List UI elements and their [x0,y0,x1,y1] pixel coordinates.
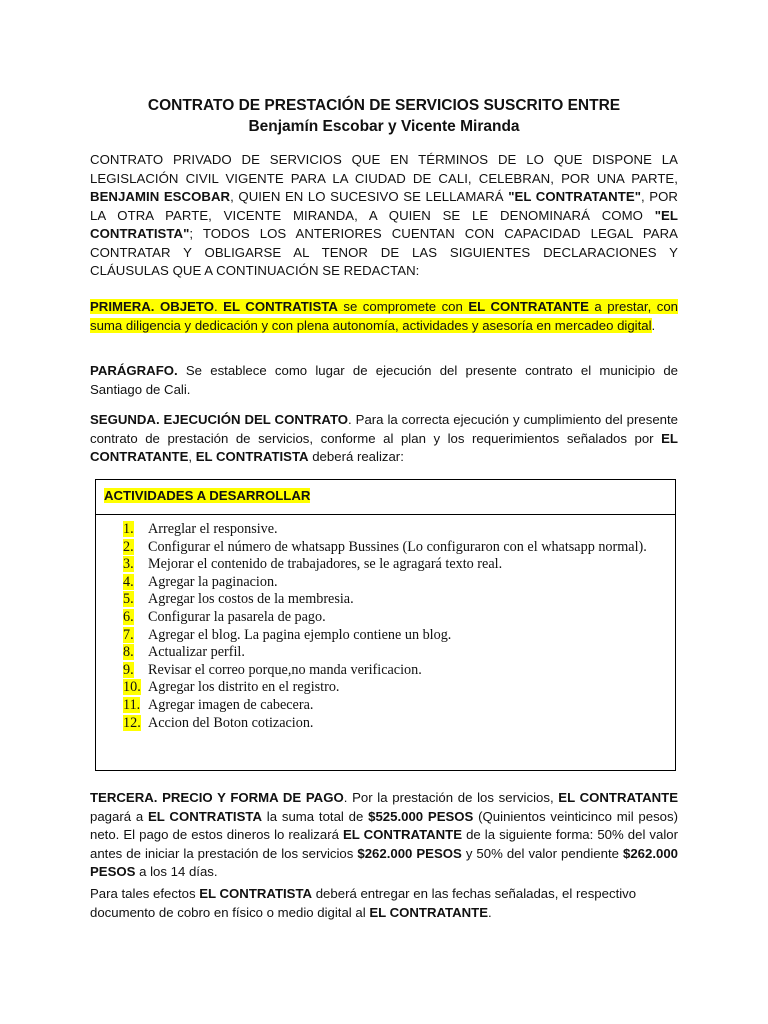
activities-table [95,479,676,771]
clause-paragrafo [90,362,678,399]
activity-item [123,715,669,733]
activity-number [123,627,148,645]
clause-tercera-text-3: la suma total de [261,808,369,824]
activity-number-label: 11. [123,696,141,713]
activity-item [123,679,669,697]
activity-number-label: 3. [123,556,134,573]
activity-text: Agregar los distrito en el registro. [148,679,340,696]
activity-number [123,644,148,662]
activity-item [123,627,669,645]
activity-text: Configurar el número de whatsapp Bussines (Lo configuraron con el whatsapp normal). [148,538,647,555]
activity-text: Configurar la pasarela de pago. [148,608,326,625]
activities-list [123,521,669,732]
clause-tercera-amount-second: $262.000 PESOS [90,845,678,879]
activity-text: Revisar el correo porque,no manda verificacion. [148,661,422,678]
activity-number-label: 2. [123,538,134,555]
clause-segunda-text-3: deberá realizar: [308,449,404,464]
clause-primera-sep: . [213,299,224,314]
activities-header-label: ACTIVIDADES A DESARROLLAR [104,488,311,503]
activity-number [123,539,148,557]
clause-tercera-amount-first: $262.000 PESOS [357,845,462,861]
title-line-1: CONTRATO DE PRESTACIÓN DE SERVICIOS SUSCRITO ENTRE [147,97,621,114]
intro-party-name: BENJAMIN ESCOBAR [90,189,231,204]
clause-tercera [90,789,678,882]
activity-number [123,556,148,574]
activity-number-label: 12. [123,714,141,731]
activity-text: Actualizar perfil. [148,644,245,661]
activity-number [123,574,148,592]
clause-primera-text-1: se compromete con [337,299,469,314]
clause-primera-subject: EL CONTRATISTA [223,299,338,314]
clause-paragrafo-heading: PARÁGRAFO. [90,363,178,378]
intro-text-1: CONTRATO PRIVADO DE SERVICIOS QUE EN TÉRMINOS DE LO QUE DISPONE LA LEGISLACIÓN CIVIL VIGENTE PARA LA CIUDAD DE CALI, CELEBRAN, POR UNA PARTE, [90,152,678,186]
activity-number-label: 6. [123,608,134,625]
activity-item [123,539,669,557]
clause-primera [90,298,678,335]
activity-number [123,609,148,627]
activity-text: Agregar la paginacion. [148,573,278,590]
activity-text: Accion del Boton cotizacion. [148,714,314,731]
clause-tercera-amount-total: $525.000 PESOS [368,808,474,824]
clause-segunda-bold-1: EL CONTRATANTE [90,430,678,464]
intro-text-4: ; TODOS LOS ANTERIORES CUENTAN CON CAPACIDAD LEGAL PARA CONTRATAR Y OBLIGARSE AL TENOR DE LAS SIGUIENTES DECLARACIONES Y CLÁUSULAS QUE A CONTINUACIÓN SE REDACTAN: [90,226,678,278]
activity-item [123,644,669,662]
clause-efectos-text-2: deberá entregar en las fechas señaladas, el respectivo documento de cobro en físico o medio digital al [90,886,637,920]
activity-number [123,715,148,733]
clause-primera-heading: PRIMERA. OBJETO [90,299,214,314]
clause-segunda-text-1: . Para la correcta ejecución y cumplimiento del presente contrato de prestación de servicios, conforme al plan y los requerimientos señalados por [90,412,678,446]
activity-text: Mejorar el contenido de trabajadores, se le agragará texto real. [148,556,503,573]
intro-role-contratante: "EL CONTRATANTE" [508,189,642,204]
activity-number-label: 7. [123,626,134,643]
clause-tercera-bold-2: EL CONTRATISTA [148,808,262,824]
clause-tercera-text-6: y 50% del valor pendiente [461,845,623,861]
activity-text: Agregar los costos de la membresia. [148,591,354,608]
clause-primera-end: . [651,317,656,333]
activity-number-label: 4. [123,573,134,590]
activity-number [123,662,148,680]
title-line-2: Benjamín Escobar y Vicente Miranda [248,118,520,135]
activity-number-label: 9. [123,661,134,678]
activity-item [123,662,669,680]
clause-segunda-text-2: , [188,449,196,464]
activity-number [123,679,148,697]
clause-tercera-heading: TERCERA. PRECIO Y FORMA DE PAGO [90,790,344,805]
activities-table-header [96,480,675,515]
clause-segunda-heading: SEGUNDA. EJECUCIÓN DEL CONTRATO [90,412,349,427]
intro-text-3: , POR LA OTRA PARTE, VICENTE MIRANDA, A QUIEN SE LE DENOMINARÁ COMO [90,189,679,223]
intro-text-2: , QUIEN EN LO SUCESIVO SE LELLAMARÁ [230,189,509,204]
clause-tercera-text-1: . Por la prestación de los servicios, [343,790,559,805]
activity-item [123,556,669,574]
clause-efectos-bold-1: EL CONTRATISTA [199,886,313,901]
document-title [90,95,678,137]
clause-efectos [90,885,678,922]
activity-number [123,591,148,609]
intro-role-contratista: "EL CONTRATISTA" [90,207,678,241]
activity-number-label: 1. [123,521,134,537]
activity-item [123,609,669,627]
clause-tercera-text-2: pagará a [90,808,149,824]
activity-item [123,697,669,715]
activity-item [123,574,669,592]
activity-text: Agregar el blog. La pagina ejemplo contiene un blog. [148,626,452,643]
activity-number-label: 10. [123,679,141,696]
clause-tercera-bold-1: EL CONTRATANTE [558,790,678,805]
clause-primera-text-2: a prestar, con suma diligencia y dedicación y con plena autonomía, actividades y asesoría en mercadeo digital [90,299,679,333]
clause-segunda-bold-2: EL CONTRATISTA [195,449,309,464]
clause-primera-object: EL CONTRATANTE [468,299,589,314]
clause-paragrafo-text: Se establece como lugar de ejecución del presente contrato el municipio de Santiago de Cali. [90,363,678,397]
clause-tercera-text-5: de la siguiente forma: 50% del valor antes de iniciar la prestación de los servicios [90,827,678,861]
activity-number-label: 8. [123,644,134,661]
clause-efectos-bold-2: EL CONTRATANTE [369,904,488,920]
activity-number [123,521,148,539]
activity-number [123,697,148,715]
clause-tercera-text-7: a los 14 días. [135,864,218,879]
clause-segunda [90,411,678,467]
clause-efectos-text-1: Para tales efectos [90,886,200,901]
activity-number-label: 5. [123,591,134,608]
activity-item [123,521,669,539]
clause-tercera-text-4: (Quinientos veinticinco mil pesos) neto. El pago de estos dineros lo realizará [90,808,679,842]
activity-item [123,591,669,609]
clause-efectos-text-3: . [488,904,492,920]
intro-paragraph [90,151,678,281]
clause-tercera-bold-4: EL CONTRATANTE [342,827,463,842]
activity-text: Arreglar el responsive. [148,521,278,537]
activity-text: Agregar imagen de cabecera. [148,696,314,713]
